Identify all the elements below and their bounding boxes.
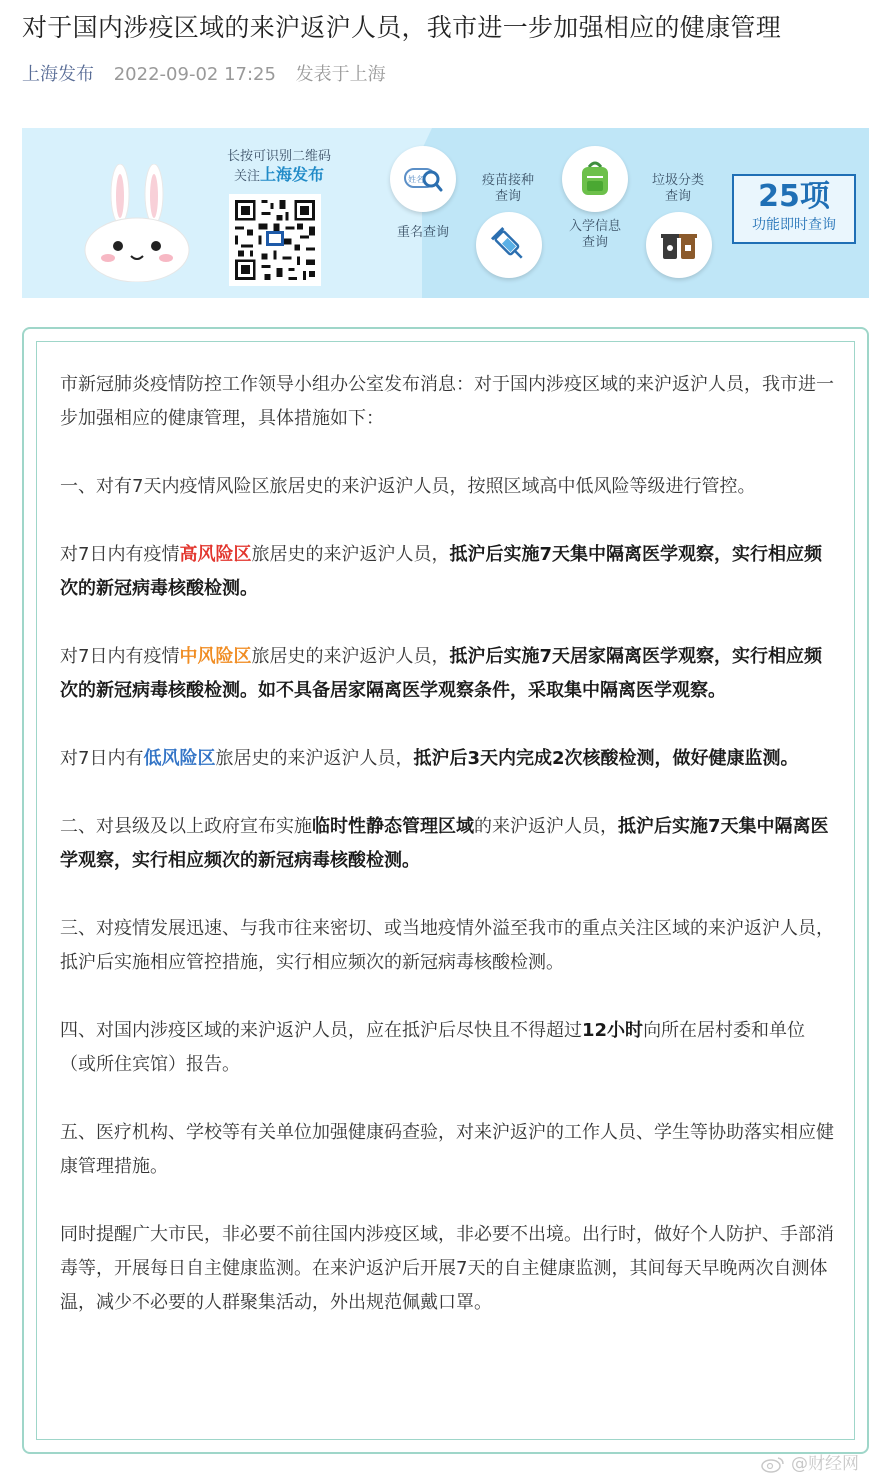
article-body [60,368,835,1354]
qr-caption [214,148,344,186]
p8-bold: 12小时 [582,1020,644,1041]
p5-text-a: 对7日内有 [60,748,144,769]
school-bag-icon [573,157,617,201]
school-info-label-line2: 查询 [581,235,608,250]
p6-bold-2: 抵沪后实施7天集中隔离医学观察，实行相应频次的新冠病毒核酸检测。 [60,816,829,871]
garbage-bins-icon [657,223,701,267]
author-link[interactable]: 上海发布 [22,64,94,85]
feature-count-text: 功能即时查询 [752,217,836,233]
paragraph-medium-risk [60,640,835,708]
p3-bold: 抵沪后实施7天集中隔离医学观察，实行相应频次的新冠病毒核酸检测。 [60,544,822,599]
publish-location: 发表于上海 [295,64,386,85]
p6-text-a: 二、对县级及以上政府宣布实施 [60,816,312,837]
p5-bold: 抵沪后3天内完成2次核酸检测，做好健康监测。 [413,748,799,769]
qr-code-icon[interactable] [229,194,321,286]
vaccine-query-button[interactable] [476,212,542,278]
qr-caption-line1: 长按可识别二维码 [226,149,331,164]
p8-text-b: 向所在居村委和单位（或所住宾馆）报告。 [60,1020,806,1075]
medium-risk-highlight: 中风险区 [179,646,252,667]
article-title: 对于国内涉疫区域的来沪返沪人员，我市进一步加强相应的健康管理 [22,13,782,42]
qr-caption-prefix: 关注 [233,169,260,184]
bunny-mascot-icon [82,164,192,282]
low-risk-highlight: 低风险区 [143,748,216,769]
p6-bold-1: 临时性静态管理区域 [312,816,474,837]
weibo-icon [760,1455,786,1473]
p3-text-a: 对7日内有疫情 [60,544,180,565]
article-meta [22,60,386,86]
school-info-label [555,219,635,251]
vaccine-label-line2: 查询 [494,189,521,204]
name-search-icon [401,157,445,201]
feature-count-number: 25项 [758,179,830,214]
icon-text: 姓名 [408,175,424,184]
paragraph-low-risk [60,742,835,776]
garbage-label [638,173,718,205]
paragraph-intro: 市新冠肺炎疫情防控工作领导小组办公室发布消息：对于国内涉疫区域的来沪返沪人员，我市进一步加强相应的健康管理，具体措施如下： [60,374,834,429]
paragraph-5: 五、医疗机构、学校等有关单位加强健康码查验，对来沪返沪的工作人员、学生等协助落实相应健康管理措施。 [60,1122,834,1177]
paragraph-4 [60,1014,835,1082]
garbage-label-line2: 查询 [664,189,691,204]
p5-text-b: 旅居史的来沪返沪人员， [215,748,414,769]
school-info-button[interactable] [562,146,628,212]
paragraph-3: 三、对疫情发展迅速、与我市往来密切、或当地疫情外溢至我市的重点关注区域的来沪返沪人员，抵沪后实施相应管控措施，实行相应频次的新冠病毒核酸检测。 [60,918,834,973]
qr-caption-name: 上海发布 [260,165,325,184]
watermark-text: @财经网 [791,1454,859,1474]
paragraph-high-risk [60,538,835,606]
p4-bold: 抵沪后实施7天居家隔离医学观察，实行相应频次的新冠病毒核酸检测。如不具备居家隔离医学观察条件，采取集中隔离医学观察。 [60,646,822,701]
name-search-label: 重名查询 [396,225,449,240]
garbage-label-line1: 垃圾分类 [651,173,704,188]
publish-time: 2022-09-02 17:25 [113,64,276,85]
promo-banner[interactable] [22,128,869,298]
feature-count-box[interactable] [732,174,856,244]
p4-text-a: 对7日内有疫情 [60,646,180,667]
garbage-sort-button[interactable] [646,212,712,278]
paragraph-reminder: 同时提醒广大市民，非必要不前往国内涉疫区域，非必要不出境。出行时，做好个人防护、手部消毒等，开展每日自主健康监测。在来沪返沪后开展7天的自主健康监测，其间每天早晚两次自测体温，减少不必要的人群聚集活动，外出规范佩戴口罩。 [60,1224,834,1313]
watermark [760,1449,859,1474]
syringe-icon [487,223,531,267]
name-search-button[interactable] [390,146,456,212]
paragraph-1: 一、对有7天内疫情风险区旅居史的来沪返沪人员，按照区域高中低风险等级进行管控。 [60,476,756,497]
vaccine-label [468,173,548,205]
p4-text-b: 旅居史的来沪返沪人员， [251,646,450,667]
p8-text-a: 四、对国内涉疫区域的来沪返沪人员，应在抵沪后尽快且不得超过 [60,1020,582,1041]
p6-text-b: 的来沪返沪人员， [474,816,618,837]
paragraph-2 [60,810,835,878]
school-info-label-line1: 入学信息 [568,219,621,234]
high-risk-highlight: 高风险区 [179,544,252,565]
vaccine-label-line1: 疫苗接种 [481,173,534,188]
p3-text-b: 旅居史的来沪返沪人员， [251,544,450,565]
